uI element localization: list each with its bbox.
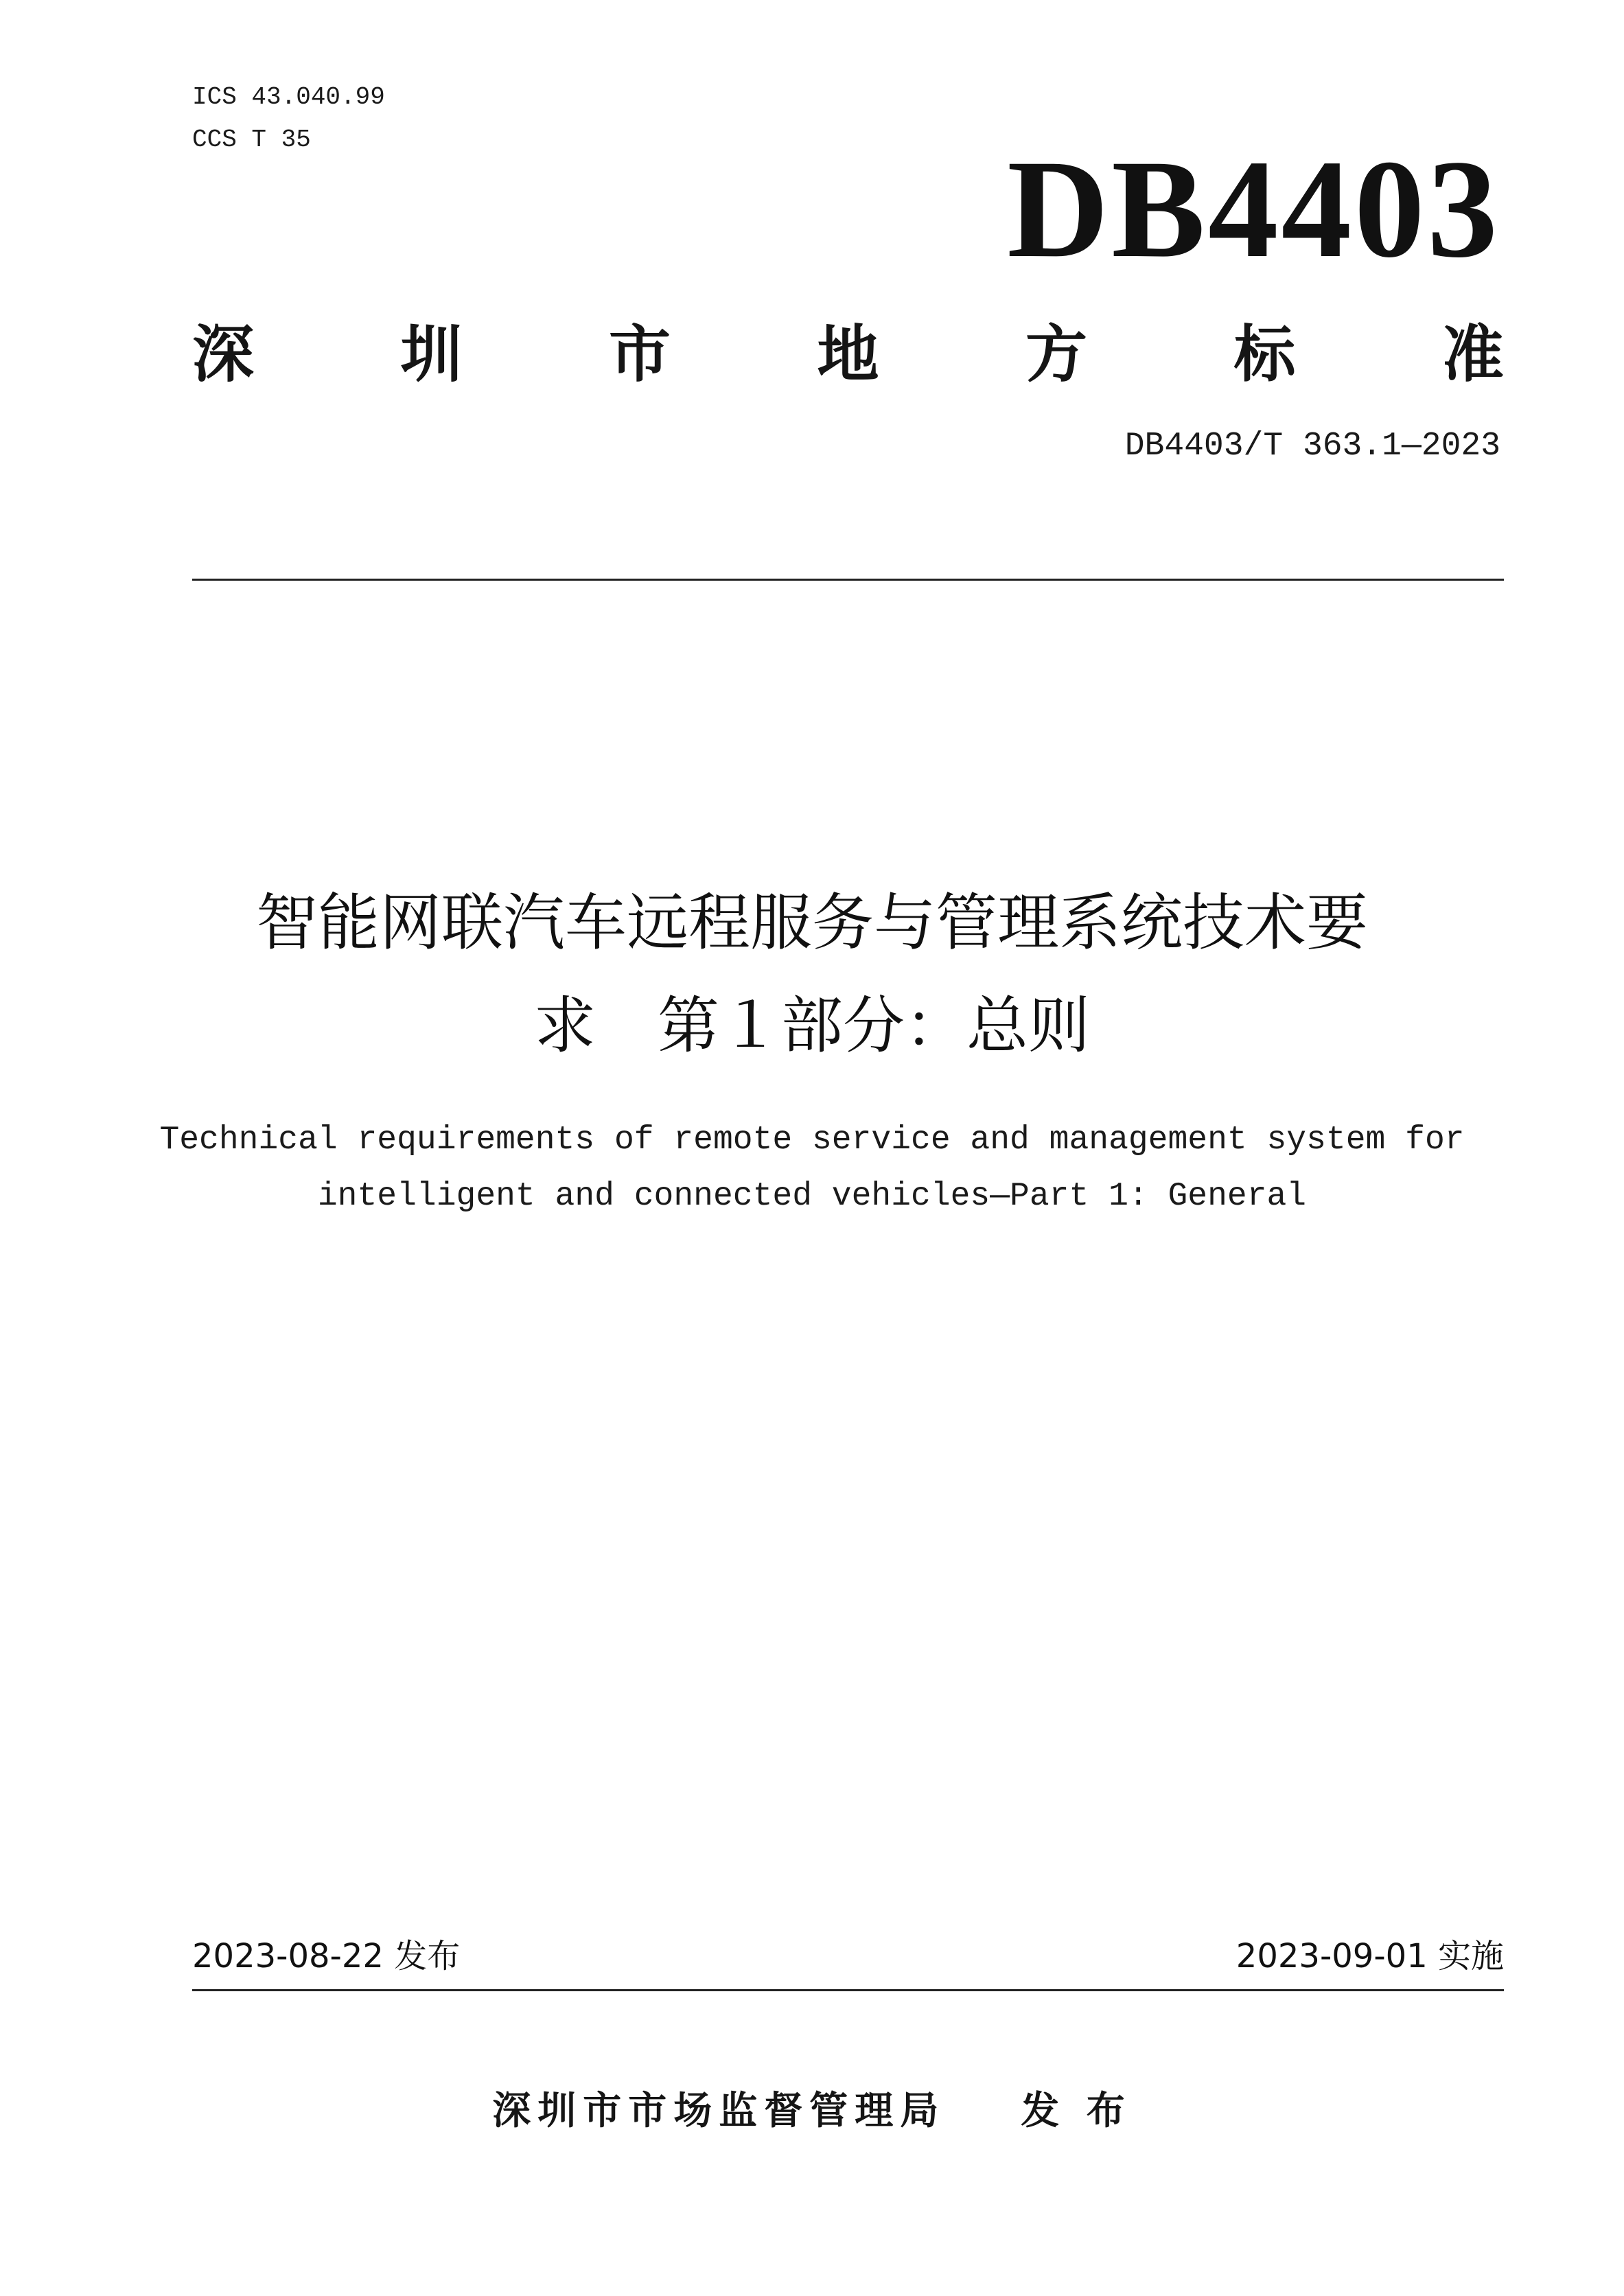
ccs-code: CCS T 35 bbox=[192, 126, 311, 154]
english-title bbox=[137, 1112, 1487, 1225]
standard-type-char: 市 bbox=[609, 318, 671, 391]
standard-type-char: 地 bbox=[817, 318, 879, 391]
chinese-title bbox=[137, 872, 1487, 1078]
standard-type-heading bbox=[192, 317, 1504, 393]
publish-label: 发 布 bbox=[1021, 2089, 1132, 2133]
standard-type-char: 圳 bbox=[400, 318, 463, 391]
standard-type-char: 方 bbox=[1025, 318, 1087, 391]
publisher-name: 深圳市市场监督管理局 bbox=[492, 2089, 946, 2133]
chinese-title-line-1: 智能网联汽车远程服务与管理系统技术要 bbox=[256, 887, 1368, 959]
top-divider bbox=[192, 579, 1504, 581]
standard-number: DB4403/T 363.1—2023 bbox=[1124, 428, 1500, 465]
bottom-divider bbox=[192, 1989, 1504, 1991]
standard-type-char: 准 bbox=[1442, 318, 1504, 391]
ics-code: ICS 43.040.99 bbox=[192, 83, 385, 111]
implementation-date: 2023-09-01 实施 bbox=[1236, 1937, 1504, 1975]
publisher-line bbox=[0, 2087, 1624, 2136]
english-title-line-2: intelligent and connected vehicles—Part 1: General bbox=[317, 1178, 1307, 1215]
standard-code-logo: DB4403 bbox=[1007, 131, 1500, 287]
chinese-title-line-2: 求 第１部分：总则 bbox=[534, 990, 1090, 1062]
standard-type-char: 标 bbox=[1233, 318, 1296, 391]
issue-date: 2023-08-22 发布 bbox=[192, 1937, 461, 1975]
english-title-line-1: Technical requirements of remote service and management system for bbox=[159, 1122, 1465, 1159]
standard-type-char: 深 bbox=[192, 318, 254, 391]
